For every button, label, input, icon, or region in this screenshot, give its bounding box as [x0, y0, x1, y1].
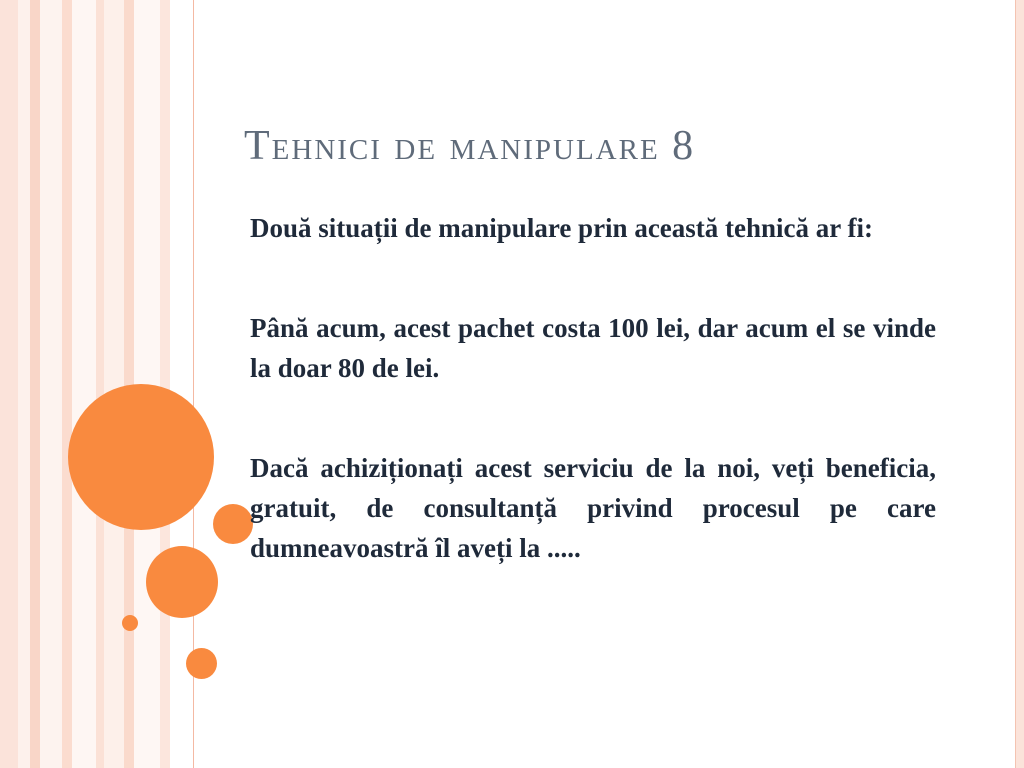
paragraph-intro: Două situații de manipulare prin această tehnică ar fi:: [250, 213, 874, 243]
paragraph-example-price: Până acum, acest pachet costa 100 lei, dar acum el se vinde la doar 80 de lei.: [250, 313, 936, 383]
slide-title: Tehnici de manipulare 8: [244, 123, 696, 169]
decorative-stripes: [0, 0, 200, 768]
slide-content: [250, 208, 936, 628]
decorative-circle-small: [213, 504, 253, 544]
right-edge-stripe: [1016, 0, 1024, 768]
decorative-circle-small-bottom: [186, 648, 217, 679]
decorative-circle-tiny: [122, 615, 138, 631]
decorative-circle-large: [68, 384, 214, 530]
paragraph-example-service: Dacă achiziționați acest serviciu de la noi, veți beneficia, gratuit, de consultanță privind procesul pe care dumneavoastră îl aveți la .....: [250, 453, 936, 563]
decorative-circle-medium: [146, 546, 218, 618]
